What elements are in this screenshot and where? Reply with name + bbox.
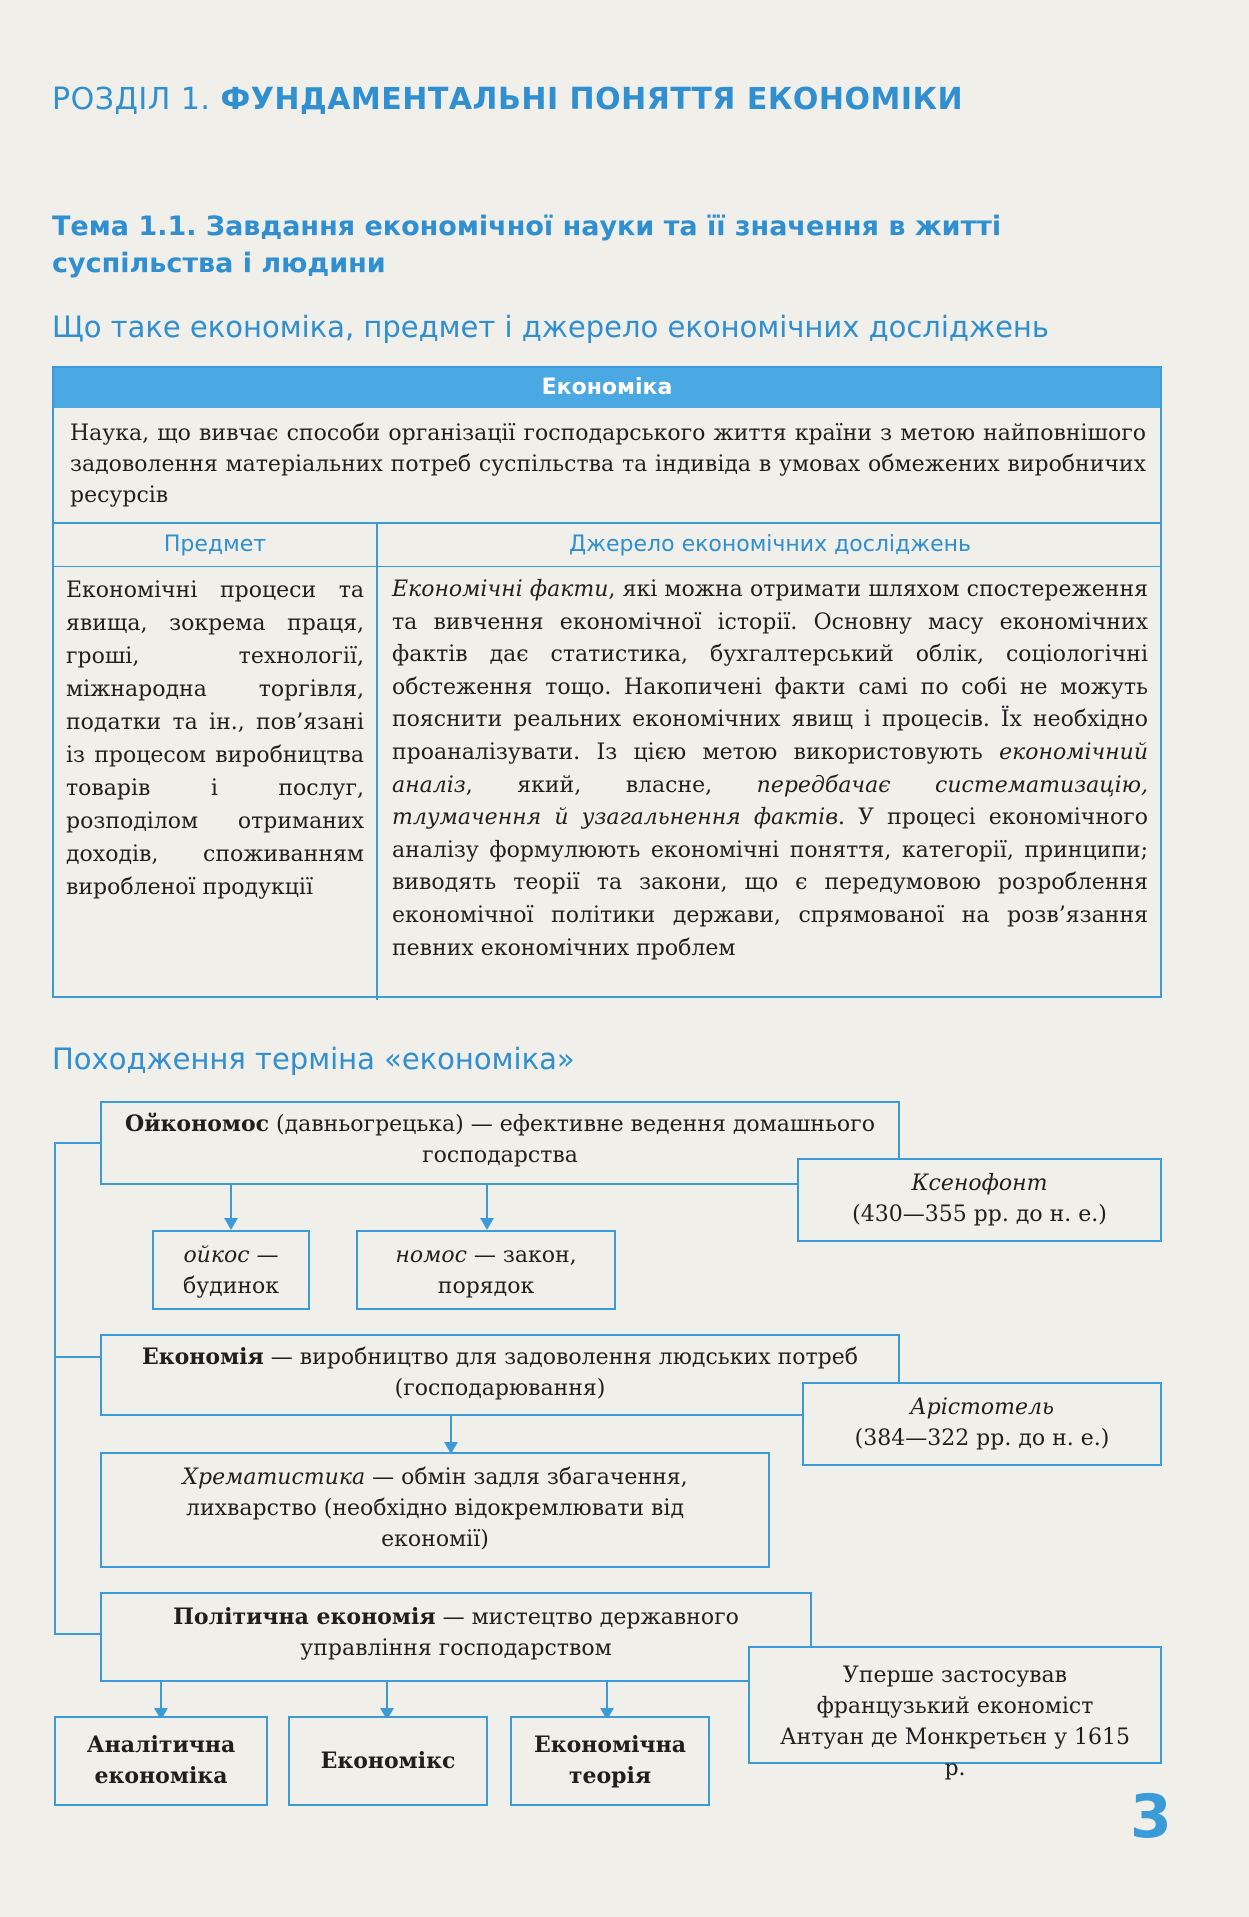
connector-line <box>54 1356 100 1358</box>
nomos-box <box>356 1230 616 1310</box>
connector-line <box>54 1142 100 1144</box>
economics-definition: Наука, що вивчає способи організації господарського життя країни з метою найповнішого задоволення матеріальних потреб суспільства та індивіда в умовах обмежених виробничих ресурсів <box>70 421 1146 508</box>
political-economy-term: Політична економія <box>173 1604 436 1630</box>
source-emphasis: економічний аналіз <box>392 739 1148 798</box>
table-divider <box>54 522 1160 524</box>
source-header: Джерело економічних досліджень <box>569 532 971 557</box>
connector-line <box>450 1414 452 1444</box>
source-emphasis: Економічні факти <box>392 577 609 602</box>
oikonomos-term: Ойкономос <box>125 1111 270 1137</box>
nomos-text: — закон, порядок <box>437 1243 577 1299</box>
oikonomos-box <box>100 1101 900 1185</box>
subheading-origin: Походження терміна «економіка» <box>52 1042 575 1076</box>
subject-header: Предмет <box>163 532 267 557</box>
ekonomia-box <box>100 1334 900 1416</box>
oikonomos-text: (давньогрецька) — ефективне ведення домашнього господарства <box>269 1112 875 1168</box>
xenophon-name: Ксенофонт <box>911 1171 1048 1196</box>
connector-line <box>54 1142 56 1635</box>
table-column-divider <box>376 522 378 1000</box>
chrematistics-box <box>100 1452 770 1568</box>
aristotle-name: Арістотель <box>909 1395 1055 1420</box>
page-number: 3 <box>1130 1782 1172 1852</box>
connector-line <box>386 1680 388 1710</box>
connector-line <box>160 1680 162 1710</box>
aristotle-box <box>802 1382 1162 1466</box>
source-text-part: , які можна отримати шляхом спостереження та вивчення економічної історії. Основну масу економічних фактів дає статистика, бухгалтерський облік, соціологічні обстеження тощо. Накопичені факти самі по собі не можуть пояснити реальних економічних явищ і процесів. Їх необхідно проаналізувати. Із цією метою використовують <box>392 577 1148 765</box>
montchretien-box: Уперше застосував французький економіст Антуан де Монкретьєн у 1615 р. <box>748 1646 1162 1764</box>
section-number: РОЗДІЛ 1. <box>52 82 211 117</box>
oikos-term: ойкос <box>183 1243 250 1268</box>
connector-line <box>54 1633 100 1635</box>
subheading-what-is: Що таке економіка, предмет і джерело економічних досліджень <box>52 310 1049 344</box>
chrematistics-term: Хрематистика <box>182 1465 366 1490</box>
arrow-down-icon <box>224 1218 238 1230</box>
aristotle-years: (384—322 рр. до н. е.) <box>854 1426 1110 1451</box>
connector-line <box>486 1183 488 1220</box>
topic-title: Тема 1.1. Завдання економічної науки та її значення в житті суспільства і людини <box>52 211 1002 279</box>
ekonomia-text: — виробництво для задоволення людських потреб (господарювання) <box>263 1345 859 1401</box>
subject-text: Економічні процеси та явища, зокрема праця, гроші, технології, міжнародна торгівля, податки та ін., пов’язані із процесом виробництва товарів і послуг, розподілом отриманих доходів, споживанням виробленої продукції <box>66 578 364 900</box>
economics-box: Економікс <box>288 1716 488 1806</box>
oikos-text: — будинок <box>182 1243 280 1299</box>
arrow-down-icon <box>480 1218 494 1230</box>
chrematistics-text: — обмін задля збагачення, лихварство (необхідно відокремлювати від економії) <box>186 1465 688 1552</box>
economics-table-header: Економіка <box>54 368 1160 408</box>
xenophon-box <box>797 1158 1162 1242</box>
analytical-economics-box: Аналітична економіка <box>54 1716 268 1806</box>
section-title: ФУНДАМЕНТАЛЬНІ ПОНЯТТЯ ЕКОНОМІКИ <box>220 82 964 117</box>
source-emphasis: передбачає систематизацію, тлумачення й узагальнення фактів <box>392 772 1148 831</box>
nomos-term: номос <box>395 1243 467 1268</box>
economics-table <box>52 366 1162 998</box>
xenophon-years: (430—355 рр. до н. е.) <box>852 1202 1107 1227</box>
connector-line <box>606 1680 608 1710</box>
economic-theory-box: Економічна теорія <box>510 1716 710 1806</box>
oikos-box <box>152 1230 310 1310</box>
ekonomia-term: Економія <box>141 1344 264 1370</box>
source-text-part: , який, власне, <box>465 772 757 798</box>
table-divider <box>54 566 1160 567</box>
source-text <box>392 574 1148 965</box>
section-heading <box>52 82 963 117</box>
political-economy-box <box>100 1592 812 1682</box>
connector-line <box>230 1183 232 1220</box>
political-economy-text: — мистецтво державного управління господарством <box>300 1605 739 1661</box>
source-text-part: . У процесі економічного аналізу формулюють економічні поняття, категорії, принципи; виводять теорії та закони, що є передумовою розроблення економічної політики держави, спрямованої на розв’язання певних економічних проблем <box>392 805 1148 961</box>
